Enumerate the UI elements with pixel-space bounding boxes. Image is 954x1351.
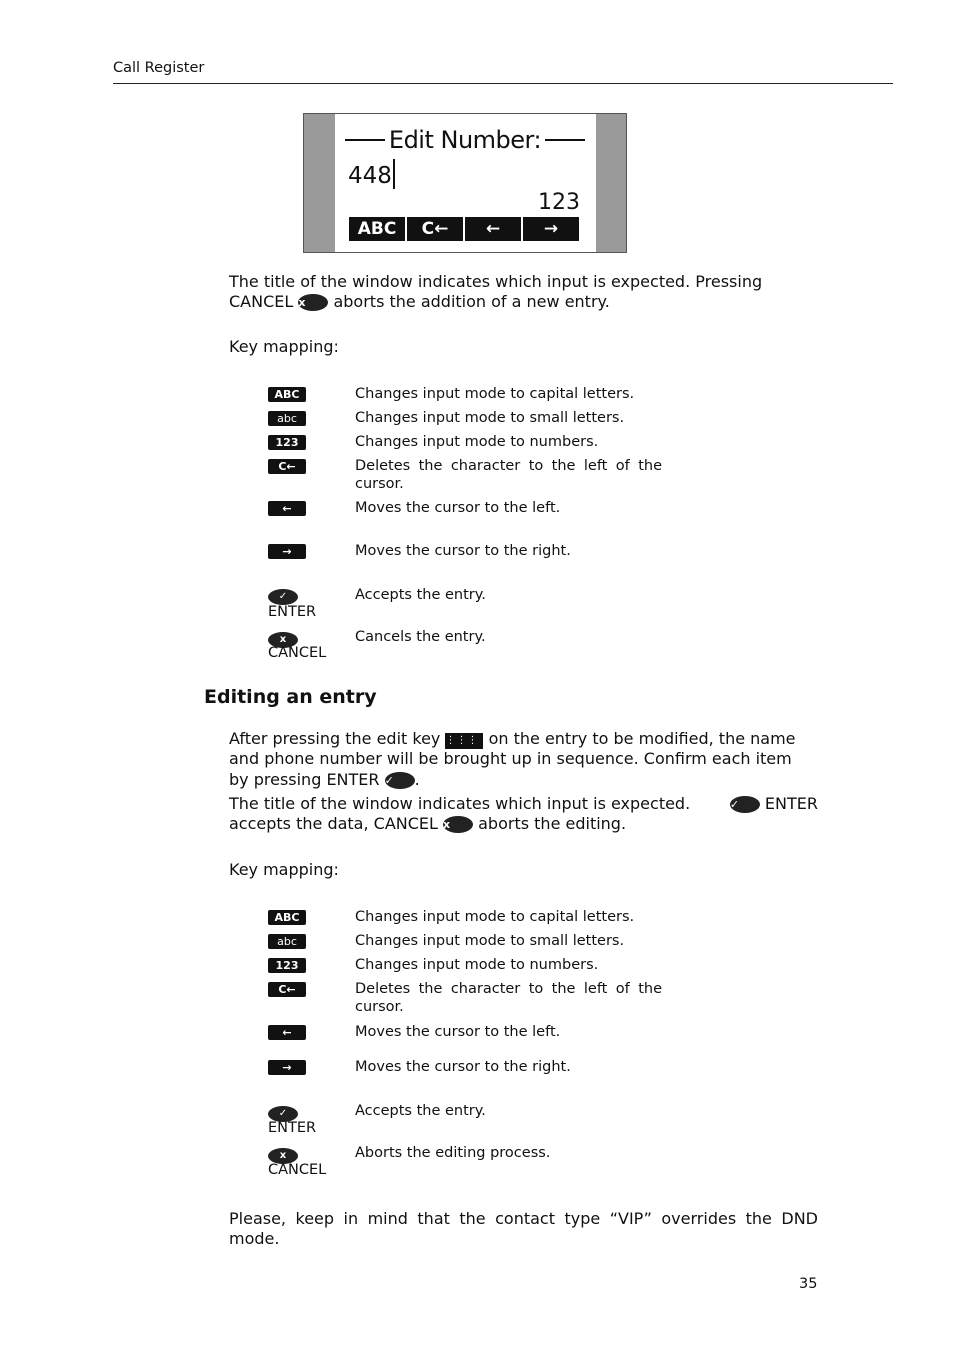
- key-desc: Changes input mode to numbers.: [355, 957, 599, 973]
- key-desc: Cancels the entry.: [355, 629, 486, 645]
- enter-key-label: ENTER: [268, 1120, 317, 1136]
- abc-upper-key-icon: ABC: [268, 387, 306, 402]
- text-cursor: [393, 159, 395, 189]
- abc-lower-key-icon: abc: [268, 411, 306, 426]
- edit-paragraph-1: After pressing the edit key ⋮⋮⋮ on the entry to be modified, the name and phone number will be brought up in sequence. Confirm each item by pressing ENTER ✓ .: [229, 729, 796, 789]
- softkey-delete: C←: [407, 217, 463, 241]
- arrow-right-icon: →: [268, 1060, 306, 1075]
- key-desc: Moves the cursor to the right.: [355, 1059, 571, 1075]
- cancel-x-icon: x: [268, 1148, 298, 1164]
- numeric-key-icon: 123: [268, 958, 306, 973]
- display-input-value: 448: [348, 159, 395, 189]
- cancel-key-icon: x: [298, 294, 328, 311]
- key-mapping-heading: Key mapping:: [229, 860, 339, 879]
- display-title: Edit Number:: [345, 126, 585, 154]
- numeric-key-icon: 123: [268, 435, 306, 450]
- key-desc: Accepts the entry.: [355, 587, 486, 603]
- delete-key-icon: C←: [268, 982, 306, 997]
- cancel-x-icon: x: [268, 632, 298, 648]
- arrow-left-icon: ←: [268, 1025, 306, 1040]
- checkmark-icon: ✓: [268, 1106, 298, 1122]
- key-desc: Changes input mode to small letters.: [355, 933, 625, 949]
- key-desc: Changes input mode to numbers.: [355, 434, 599, 450]
- page-number: 35: [799, 1276, 818, 1292]
- enter-key-icon: ✓: [730, 796, 760, 813]
- key-mapping-heading: Key mapping:: [229, 337, 339, 356]
- abc-lower-key-icon: abc: [268, 934, 306, 949]
- key-desc: Deletes the character to the left of the cursor.: [355, 981, 662, 1015]
- edit-keypad-icon: ⋮⋮⋮: [445, 733, 483, 749]
- arrow-left-icon: ←: [268, 501, 306, 516]
- section-heading: Editing an entry: [204, 686, 377, 708]
- running-header: Call Register: [113, 60, 205, 76]
- display-softkeys: [349, 217, 579, 241]
- abc-upper-key-icon: ABC: [268, 910, 306, 925]
- vip-note: Please, keep in mind that the contact type “VIP” overrides the DND mode.: [229, 1209, 818, 1248]
- phone-display: [303, 113, 627, 253]
- display-input-mode: 123: [538, 190, 580, 215]
- enter-key-icon: ✓: [385, 772, 415, 789]
- key-desc: Moves the cursor to the right.: [355, 543, 571, 559]
- checkmark-icon: ✓: [268, 589, 298, 605]
- key-desc: Changes input mode to capital letters.: [355, 386, 635, 402]
- cancel-key-icon: x: [443, 816, 473, 833]
- delete-key-icon: C←: [268, 459, 306, 474]
- arrow-right-icon: →: [268, 544, 306, 559]
- softkey-abc: ABC: [349, 217, 405, 241]
- cancel-key-label: CANCEL: [268, 1162, 327, 1178]
- softkey-right: →: [523, 217, 579, 241]
- key-desc: Moves the cursor to the left.: [355, 500, 561, 516]
- phone-display-screen: [335, 114, 596, 252]
- intro-paragraph: The title of the window indicates which input is expected. Pressing CANCEL x aborts the addition of a new entry.: [229, 272, 763, 311]
- cancel-key-label: CANCEL: [268, 645, 327, 661]
- key-desc: Accepts the entry.: [355, 1103, 486, 1119]
- key-desc: Deletes the character to the left of the cursor.: [355, 458, 662, 492]
- enter-key-label: ENTER: [268, 604, 317, 620]
- edit-paragraph-2: The title of the window indicates which input is expected. ✓ ENTER accepts the data, CANCEL x aborts the editing.: [229, 794, 818, 833]
- header-rule: [113, 83, 893, 84]
- key-desc: Changes input mode to capital letters.: [355, 909, 635, 925]
- key-desc: Aborts the editing process.: [355, 1145, 551, 1161]
- key-desc: Moves the cursor to the left.: [355, 1024, 561, 1040]
- softkey-left: ←: [465, 217, 521, 241]
- key-desc: Changes input mode to small letters.: [355, 410, 625, 426]
